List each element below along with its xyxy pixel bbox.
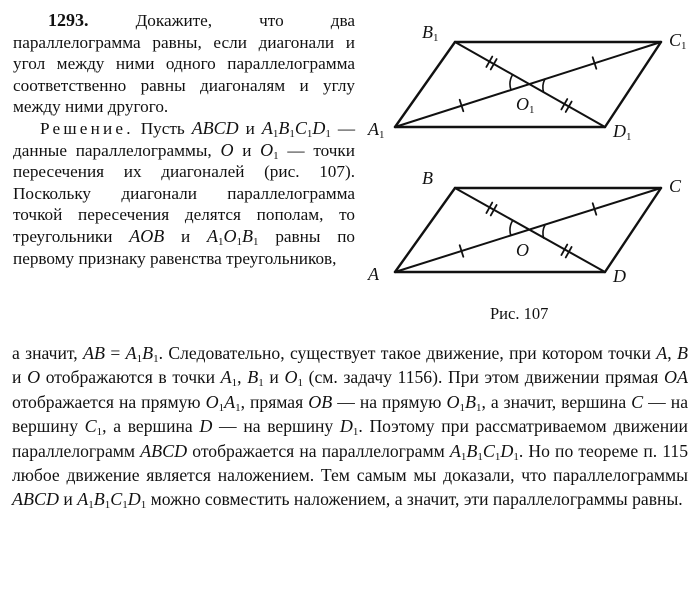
math-symbol: O xyxy=(27,367,41,388)
vertex-label-c1: $C_1$ xyxy=(669,30,687,52)
math-symbol: $B_1$ xyxy=(278,117,295,140)
vertex-label-c: C xyxy=(669,176,682,196)
math-symbol: $C_1$ xyxy=(84,416,103,439)
math-symbol: O xyxy=(220,139,234,160)
problem-statement xyxy=(13,10,355,118)
vertex-label-b: B xyxy=(422,168,433,188)
math-symbol: $A_1$ xyxy=(125,343,143,365)
math-symbol: $B_1$ xyxy=(247,367,264,390)
math-symbol: $C_1$ xyxy=(294,117,313,140)
math-symbol: $C_1$ xyxy=(110,489,128,512)
math-symbol: $D_1$ xyxy=(312,117,331,140)
vertex-label-a1: $A_1$ xyxy=(368,119,385,141)
continuation-text: а значит, AB = $A_1B_1$. Следовательно, существует такое движение, при котором точки A, B и O отображаются в точки $A_1$, $B_1$ и $O_1$ (см. задачу 1156). При этом движении прямая OA отображается на прямую $O_1A_1$, прямая OB — на прямую $O_1B_1$, а значит, вершина C — на вершину $C_1$, а вершина D — на вершину $D_1$. Поэтому при рассматриваемом движении параллелограмм ABCD отображается на параллелограмм $A_1B_1C_1D_1$. Но по теореме п. 115 любое движение является наложением. Тем самым мы доказали, что параллелограммы ABCD и $A_1B_1C_1D_1$ можно совместить наложением, а значит, эти параллелограммы равны. xyxy=(12,343,689,512)
math-symbol: ABCD xyxy=(191,117,239,138)
math-symbol: D xyxy=(199,416,213,437)
math-symbol: $A_1$ xyxy=(261,117,279,140)
math-symbol: $A_1$ xyxy=(77,489,94,512)
math-symbol: OB xyxy=(308,391,333,412)
math-symbol: $D_1$ xyxy=(339,416,359,439)
math-symbol: $B_1$ xyxy=(93,489,111,512)
center-label-o: O xyxy=(516,240,529,260)
solution-paragraph xyxy=(13,118,355,269)
math-symbol: AOB xyxy=(129,225,165,246)
math-symbol: $D_1$ xyxy=(127,489,147,512)
math-symbol: AB xyxy=(83,343,106,363)
math-symbol: OA xyxy=(664,367,688,388)
solution-heading: Решение. xyxy=(40,118,134,138)
center-label-o1: $O_1$ xyxy=(516,94,535,116)
math-symbol: A xyxy=(656,343,668,363)
math-symbol: $B_1$ xyxy=(464,391,482,414)
math-symbol: ABCD xyxy=(140,440,188,461)
figure-caption: Рис. 107 xyxy=(490,304,549,323)
math-symbol: $C_1$ xyxy=(482,440,501,463)
math-symbol: $A_1$ xyxy=(224,391,241,414)
math-symbol: $B_1$ xyxy=(242,225,259,248)
math-symbol: B xyxy=(677,343,689,363)
vertex-label-a: A xyxy=(368,264,379,284)
parallelograms-diagram xyxy=(360,20,700,310)
math-symbol: $A_1$ xyxy=(449,440,467,463)
problem-text: Докажите, что два параллелограмма равны, если диагонали и угол между ними одного параллелограмма соответственно равны диагоналям и углу между ними другого. xyxy=(13,11,355,117)
math-symbol: $D_1$ xyxy=(500,440,519,463)
math-symbol: $O_1$ xyxy=(205,391,225,414)
math-symbol: $B_1$ xyxy=(466,440,483,463)
figure-107 xyxy=(360,20,700,335)
left-column xyxy=(13,10,355,269)
math-symbol: $O_1$ xyxy=(446,391,465,414)
vertex-label-b1: $B_1$ xyxy=(422,22,439,44)
solution-continuation xyxy=(12,341,688,512)
math-symbol: C xyxy=(631,391,644,412)
math-symbol: $O_1$ xyxy=(223,225,243,248)
math-symbol: $A_1$ xyxy=(207,225,224,248)
vertex-label-d1: $D_1$ xyxy=(613,121,632,143)
solution-text: Пусть ABCD и $A_1B_1C_1D_1$ — данные параллелограммы, O и $O_1$ — точки пересечения их диагоналей (рис. 107). Поскольку диагонали параллелограмма точкой пересечения делятся пополам, то треугольники AOB и $A_1O_1B_1$ равны по первому признаку равенства треугольников, xyxy=(13,117,356,268)
problem-number: 1293. xyxy=(48,10,89,30)
math-symbol: $A_1$ xyxy=(220,367,238,390)
math-symbol: $O_1$ xyxy=(260,139,279,162)
math-symbol: ABCD xyxy=(12,489,59,510)
math-symbol: $O_1$ xyxy=(284,367,303,390)
math-symbol: $B_1$ xyxy=(142,343,159,365)
vertex-label-d: D xyxy=(613,266,626,286)
